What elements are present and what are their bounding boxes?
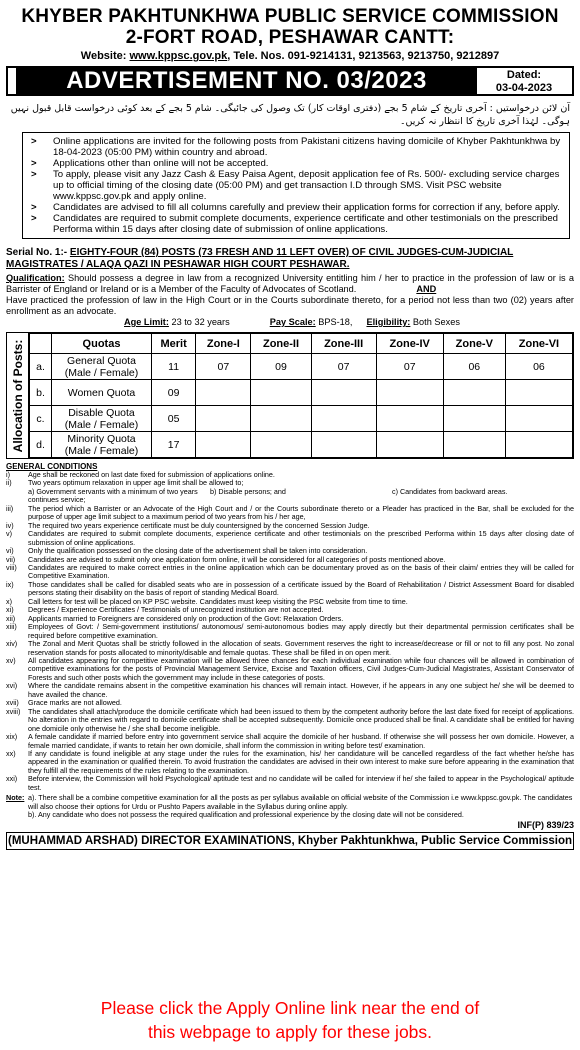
allocation-header-cell: Merit	[152, 334, 196, 354]
quota-z3-cell	[311, 380, 376, 406]
bullet-icon: >	[31, 158, 37, 169]
condition-item: ii) Two years optimum relaxation in upper age limit shall be allowed to;	[6, 478, 244, 488]
bullet-icon: >	[31, 213, 37, 224]
instruction-item: > Candidates are required to submit complete documents, experience certificate and other testimonials on the prescribed Performa within 15 days after closing date of submission of online applications.	[31, 213, 559, 235]
age-relaxation-categories: a) Government servants with a minimum of two years continues service; b) Disable persons; and c) Candidates from backward areas.	[28, 486, 508, 505]
advertisement-date: Dated: 03-04-2023	[495, 69, 553, 94]
advertisement-bar	[6, 66, 574, 96]
row-index: a.	[30, 354, 52, 380]
instruction-item: > To apply, please visit any Jazz Cash & Easy Paisa Agent, deposit application fee of Rs. 500/- excluding service charges up to official timing of the closing date (05:00 PM) and get transaction I.D through SMS. Visit PSC website www.kppsc.gov.pk and apply online.	[31, 169, 560, 202]
condition-item: xiii) Employees of Govt: / Semi-government institutions/ autonomous/ semi-autonomous bodies may apply directly but their departmental permission certificates shall be required before competitive examination.	[6, 622, 574, 640]
quota-z1-cell	[196, 380, 251, 406]
qualification-text: Qualification: Should possess a degree in law from a recognized University entitling him / her to practice in the profession of law or is a Barrister of England or Ireland or is a Member of the Faculty of Advocates of Scotland. AND	[6, 273, 574, 294]
quota-z1-cell	[196, 432, 251, 458]
table-row	[30, 406, 573, 432]
condition-item: xiv) The Zonal and Merit Quotas shall be strictly followed in the allocation of seats. Government reserves the right to increase/decrease or fill or not to fill any post. No zonal reservation stands for posts allocated to minority/disable and female quotas. These shall be filled in on open merit.	[6, 639, 574, 657]
condition-item: vii) Candidates are advised to submit only one application form online, it will be considered for all categories of posts mentioned above.	[6, 554, 446, 564]
allocation-header-cell	[30, 334, 52, 354]
note-item: Note: a). There shall be a combine competitive examination for all the posts as per syllabus available on official website of the Commission i.e www.kppsc.gov.pk. The candidates will also choose their options for Urdu or Pushto Papers available in the Syllabus during online apply.	[6, 793, 573, 811]
quota-z2-cell	[251, 406, 311, 432]
advert-header	[0, 6, 580, 62]
urdu-deadline-notice: آن لائن درخواستیں : آخری تاریخ کے شام 5 بجے (دفتری اوقات کار) تک وصول کی جائیگی۔ شام 5 بجے کے بعد کوئی درخواست قابل قبول نہیں ہوگی۔ لہٰذا آخری تاریخ کا انتظار نہ کریں۔	[10, 103, 570, 127]
row-index: d.	[30, 432, 52, 458]
quota-z4-cell	[376, 380, 443, 406]
bullet-icon: >	[31, 202, 37, 213]
condition-item: xix) A female candidate if married before entry into government service shall acquire the domicile of her husband. If otherwise she will possess her own domicile. However, a female married candidate, if wants to retain her own domicile, shall inform the commission in writing before test/ examination.	[6, 732, 574, 750]
eligibility: Eligibility: Both Sexes	[366, 317, 460, 327]
allocation-header-cell: Zone-III	[311, 334, 376, 354]
instruction-item: > Online applications are invited for the following posts from Pakistani citizens having domicile of Khyber Pakhtunkhwa by 18-04-2023 (05:00 PM) within country and abroad.	[31, 136, 561, 158]
allocation-table-wrap	[6, 332, 574, 459]
condition-item: viii) Candidates are required to make correct entries in the online application which can be documentary proved as on the basis of their claim/ entries they will be called for Competitive Examination.	[6, 562, 574, 581]
apply-online-cta: Please click the Apply Online link near the end of this webpage to apply for these jobs.	[100, 998, 480, 1042]
quota-z6-cell	[505, 380, 572, 406]
age-limit: Age Limit: 23 to 32 years	[124, 317, 230, 327]
serial-heading: Serial No. 1:- EIGHTY-FOUR (84) POSTS (73 FRESH AND 11 LEFT OVER) OF CIVIL JUDGES-CUM-JUDICIAL MAGISTRATES / ALAQA QAZI IN PESHAWAR HIGH COURT PESHAWAR.	[6, 247, 514, 270]
general-conditions-title: GENERAL CONDITIONS	[6, 462, 98, 471]
quota-z6-cell: 06	[505, 354, 572, 380]
quota-z5-cell	[443, 380, 505, 406]
instruction-item: > Applications other than online will not be accepted.	[31, 158, 269, 169]
row-index: c.	[30, 406, 52, 432]
inf-number: INF(P) 839/23	[517, 819, 574, 830]
quota-cell: General Quota (Male / Female)	[52, 354, 152, 380]
condition-item: iii) The period which a Barrister or an Advocate of the High Court and / or the Courts subordinate thereto or a Pleader has practiced in the Bar, shall be excluded for the purpose of upper age limit subject to a maximum period of two years from his / her age,	[6, 503, 574, 522]
contact-line: Website: www.kppsc.gov.pk, Tele. Nos. 091-9214131, 9213563, 9213750, 9212897	[80, 50, 500, 62]
allocation-header-cell: Zone-IV	[376, 334, 443, 354]
quota-merit-cell: 09	[152, 380, 196, 406]
table-row	[30, 354, 573, 380]
quota-z4-cell: 07	[376, 354, 443, 380]
quota-cell: Minority Quota (Male / Female)	[52, 432, 152, 458]
quota-z4-cell	[376, 432, 443, 458]
quota-z5-cell	[443, 406, 505, 432]
table-row	[30, 432, 573, 458]
quota-z6-cell	[505, 406, 572, 432]
allocation-header-cell: Zone-II	[251, 334, 311, 354]
quota-z2-cell: 09	[251, 354, 311, 380]
post-limits	[6, 317, 574, 328]
allocation-header-cell: Quotas	[52, 334, 152, 354]
condition-item: xviii) The candidates shall attach/produce the domicile certificate which had been issued to them by the competent authority before the last date fixed for receipt of applications. No alteration in the entries with regard to domicile certificate shall be accepted subsequently. Domicile once produced shall be final. A candidate shall be entitled for having one domicile only otherwise he / she shall become ineligible.	[6, 706, 574, 733]
condition-item: xx) If any candidate is found ineligible at any stage under the rules for the examination, his/ her candidature will be cancelled regardless of the fact whether he/she has appeared in the examination or qualified therein. To avoid frustration the candidates are advised in their own interest to make sure before appearing in the examination that they fulfill all the requirements of the rules relating to the examination.	[6, 748, 574, 775]
row-index: b.	[30, 380, 52, 406]
quota-merit-cell: 11	[152, 354, 196, 380]
pay-scale: Pay Scale: BPS-18,	[269, 317, 353, 327]
bullet-icon: >	[31, 136, 37, 147]
condition-item: xvii) Grace marks are not allowed.	[6, 698, 122, 708]
allocation-header-cell: Zone-I	[196, 334, 251, 354]
instructions-box	[22, 132, 570, 239]
allocation-header-row	[30, 334, 573, 354]
quota-z1-cell: 07	[196, 354, 251, 380]
allocation-side-label: Allocation of Posts:	[7, 333, 29, 458]
quota-z2-cell	[251, 380, 311, 406]
allocation-header-cell: Zone-V	[443, 334, 505, 354]
quota-z3-cell	[311, 406, 376, 432]
condition-item: xxi) Before interview, the Commission will hold Psychological/ aptitude test and no candidate will be called for interview if he/ she failed to appear in the Psychological/ aptitude test.	[6, 774, 574, 792]
bullet-icon: >	[31, 169, 37, 180]
advertisement-title: ADVERTISEMENT NO. 03/2023	[16, 68, 477, 94]
condition-item: i) Age shall be reckoned on last date fixed for submission of applications online.	[6, 470, 275, 479]
instruction-item: > Candidates are advised to fill all columns carefully and preview their application forms for correction if any, before apply.	[31, 202, 560, 213]
quota-cell: Disable Quota (Male / Female)	[52, 406, 152, 432]
condition-item: v) Candidates are required to submit complete documents, experience certificate and other testimonials on the prescribed Performa within 15 days after closing date of submission of online applications.	[6, 529, 574, 547]
condition-item: ix) Those candidates shall be called for disabled seats who are in possession of a certificate issued by the Board of Rehabilitation / District Assessment Board for disabled persons stating their disability on the basis of report of standing Medical Board.	[6, 579, 574, 598]
quota-z3-cell	[311, 432, 376, 458]
quota-z5-cell	[443, 432, 505, 458]
commission-address: 2-FORT ROAD, PESHAWAR CANTT:	[125, 27, 455, 48]
condition-item: x) Call letters for test will be placed on KP PSC website. Candidates must keep visiting the PSC website from time to time.	[6, 596, 408, 606]
quota-z4-cell	[376, 406, 443, 432]
table-row	[30, 380, 573, 406]
condition-item: iv) The required two years experience certificate must be duly countersigned by the concerned Session Judge.	[6, 520, 370, 530]
quota-z6-cell	[505, 432, 572, 458]
condition-item: xii) Applicants married to Foreigners are considered only on production of the Govt: Relaxation Orders.	[6, 613, 344, 623]
commission-name: KHYBER PAKHTUNKHWA PUBLIC SERVICE COMMISSION	[21, 6, 559, 27]
quota-z1-cell	[196, 406, 251, 432]
quota-merit-cell: 05	[152, 406, 196, 432]
experience-text: Have practiced the profession of law in the High Court or in the Courts subordinate thereto, for a period not less than two (02) years after enrollment as an advocate.	[6, 295, 574, 316]
quota-merit-cell: 17	[152, 432, 196, 458]
notes-section	[6, 794, 574, 820]
allocation-header-cell: Zone-VI	[505, 334, 572, 354]
note-item: b). Any candidate who does not possess the required qualification and professional experience by the closing date will not be considered.	[28, 810, 464, 820]
signatory-footer: (MUHAMMAD ARSHAD) DIRECTOR EXAMINATIONS, Khyber Pakhtunkhwa, Public Service Commission	[6, 832, 574, 850]
website-link[interactable]: www.kppsc.gov.pk	[129, 50, 228, 62]
allocation-table	[29, 333, 573, 458]
quota-z2-cell	[251, 432, 311, 458]
condition-item: vi) Only the qualification possessed on the closing date of the advertisement shall be taken into consideration.	[6, 546, 368, 556]
quota-z3-cell: 07	[311, 354, 376, 380]
condition-item: xv) All candidates appearing for competitive examination will be allowed three chances for each individual examination while four chances will be allowed in combination of competitive examinations for the posts of Provincial Management Service, Excise and Taxation officers, Civil Judges-Cum-Judicial Magistrates, Assistant Conservator of Forests and such other posts which the government may include in these categories of posts.	[6, 655, 574, 682]
condition-item: xvi) Where the candidate remains absent in the competitive examination his chances will remain intact. However, if he appears in any one subject he/ she will be deemed to have availed the chance.	[6, 681, 574, 699]
quota-cell: Women Quota	[52, 380, 152, 406]
general-conditions-list	[6, 471, 574, 792]
quota-z5-cell: 06	[443, 354, 505, 380]
condition-item: xi) Degrees / Experience Certificates / Testimonials of unrecognized institution are not accepted.	[6, 605, 324, 615]
